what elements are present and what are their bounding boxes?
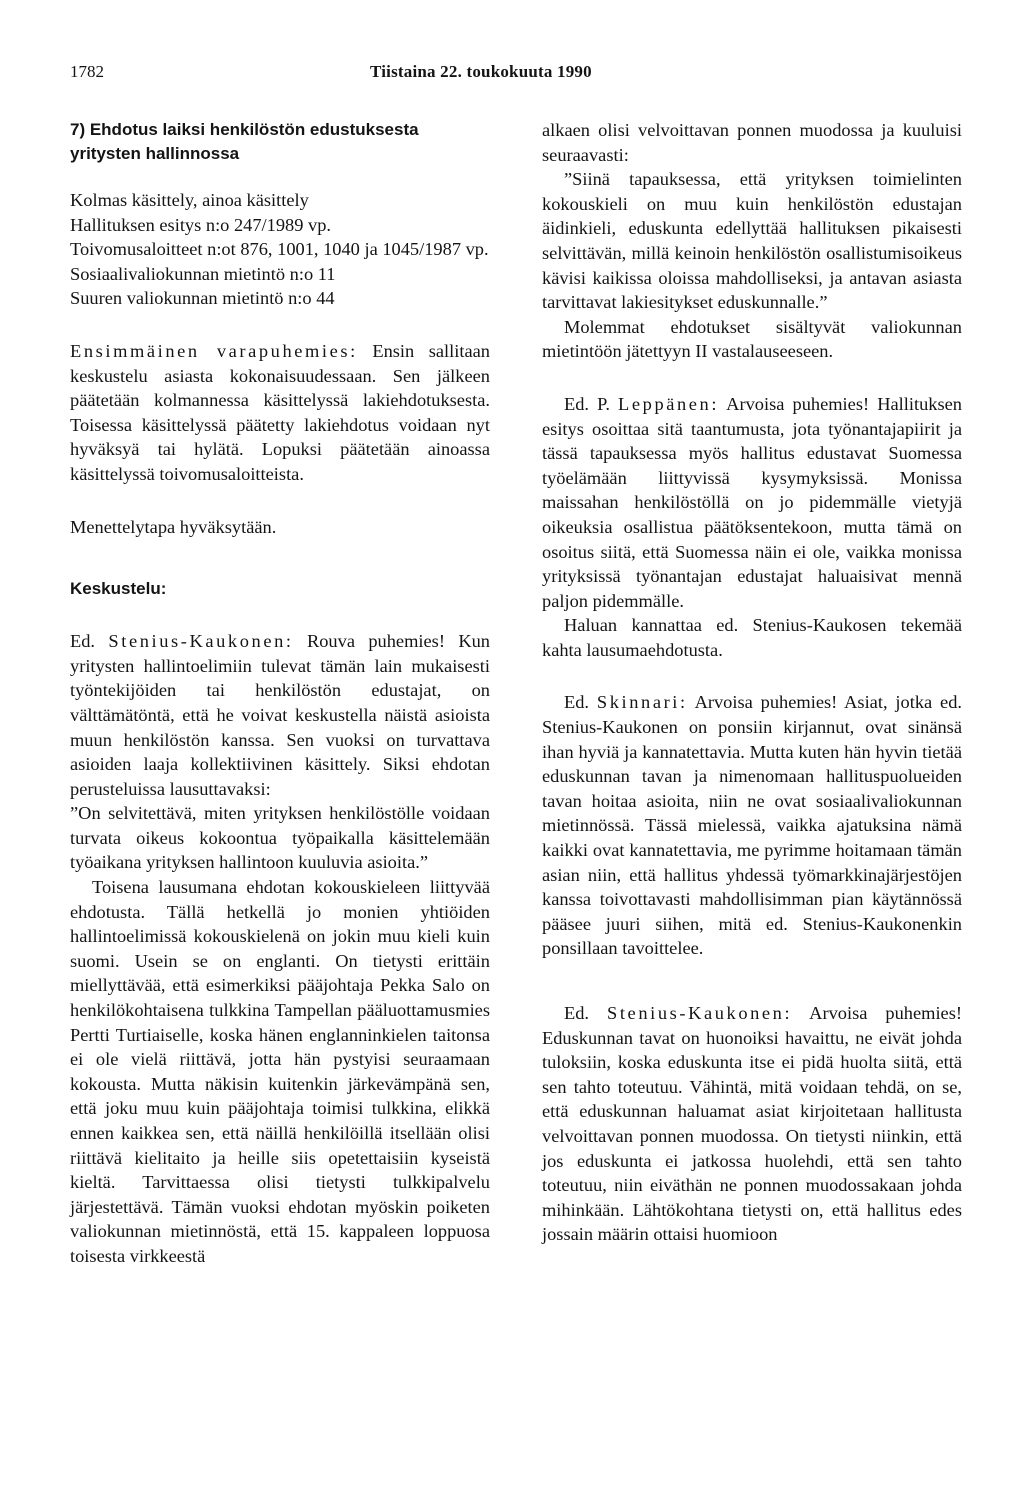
page-number: 1782 — [70, 62, 104, 81]
discussion-heading: Keskustelu: — [70, 579, 167, 599]
speaker-name: Skinnari: — [596, 692, 688, 713]
right-column — [542, 118, 962, 1247]
agenda-item-heading: 7) Ehdotus laiksi henkilöstön edustuksesta yritysten hallinnossa — [70, 120, 419, 163]
left-column — [70, 118, 490, 1269]
note-paragraph: Molemmat ehdotukset sisältyvät valiokunnan mietintöön jätettyyn II vastalauseeseen. — [542, 316, 962, 362]
meta-line: Sosiaalivaliokunnan mietintö n:o 11 — [70, 263, 336, 284]
meta-line: Toivomusaloitteet n:ot 876, 1001, 1040 ja 1045/1987 vp. — [70, 239, 489, 260]
speaker-prefix: Ed. — [564, 1003, 608, 1023]
meta-line: Suuren valiokunnan mietintö n:o 44 — [70, 288, 335, 309]
speaker-name: Stenius-Kaukonen: — [108, 631, 294, 652]
speech-text: Arvoisa puhemies! Hallituksen esitys osoittaa sitä taantumusta, jota työnantajapiirit ja tässä tapauksessa myös hallitus edustavat Suomessa työelämään liittyvissä kysymyksissä. Monissa maissahan henkilöstöllä on jo pidemmälle vietyjä oikeuksia osallistua päätöksentekoon, mutta tämä on osoitus siitä, että Suomessa näin ei ole, vaikka monissa yrityksissä työnantajan edustajat haluaisivat mennä paljon pidemmälle. — [542, 393, 962, 611]
speech-text: Ensin sallitaan keskustelu asiasta kokonaisuudessaan. Sen jälkeen päätetään kolmannessa käsittelyssä lakiehdotuksesta. Toisessa käsittelyssä päätetty lakiehdotus voidaan nyt hyväksyä tai hylätä. Lopuksi päätetään ainoassa käsittelyssä toivomusaloitteista. — [70, 340, 490, 484]
chair-statement — [70, 339, 490, 487]
speaker-name: Leppänen: — [618, 393, 720, 414]
proposal-quote: ”On selvitettävä, miten yrityksen henkilöstölle voidaan turvata oikeus kokoontua työpaikalla käsittelemään työaikana yrityksen hallintoon kuuluvia asioita.” — [70, 803, 490, 873]
speech-text: Arvoisa puhemies! Asiat, jotka ed. Stenius-Kaukonen on ponsiin kirjannut, ovat sinänsä ihan hyviä ja kannatettavia. Mutta kuten hän hyvin tietää eduskunnan tavan ja nimenomaan hallituspuolueiden tavan hoitaa asioita, niin ne ovat sosiaalivaliokunnan mietinnössä. Tässä mielessä, vaikka ajatuksina nämä kaikki ovat kannatettavia, me pyrimme hoitamaan tämän asian niin, että hallitus yhdessä työmarkkinajärjestöjen kanssa toivottavasti mahdollisimman pian käytännössä pääsee juuri siihen, mitä ed. Stenius-Kaukonenkin ponsillaan tavoittelee. — [542, 692, 962, 959]
speech-paragraph — [542, 690, 962, 961]
proposal-quote: ”Siinä tapauksessa, että yrityksen toimielinten kokouskieli on muu kuin henkilöstön edustajan äidinkieli, eduskunta edellyttää hallituksen pikaisesti selvittävän, millä keinoin henkilöstön osallistumisoikeus kävisi kaikissa oloissa mahdolliseksi, ja antavan asiasta tarvittavat lakiesitykset eduskunnalle.” — [542, 169, 962, 313]
speech-text: Rouva puhemies! Kun yritysten hallintoelimiin tulevat tämän lain mukaisesti työntekijöiden tai henkilöstön edustajat, on välttämätöntä, että he voivat keskustella näistä asioista muun henkilöstön kanssa. Sen vuoksi on turvattava asioiden laaja kollektiivinen käsittely. Siksi ehdotan perusteluissa lausuttavaksi: — [70, 631, 491, 799]
speech-paragraph — [542, 1001, 962, 1247]
running-head: Tiistaina 22. toukokuuta 1990 — [370, 62, 592, 81]
procedure-note: Menettelytapa hyväksytään. — [70, 516, 277, 537]
speech-paragraph: Haluan kannattaa ed. Stenius-Kaukosen tekemää kahta lausumaehdotusta. — [542, 615, 962, 660]
continued-paragraph: alkaen olisi velvoittavan ponnen muodossa ja kuuluisi seuraavasti: — [542, 120, 962, 165]
item-metadata — [70, 188, 490, 311]
speech-paragraph — [542, 392, 962, 613]
speaker-name: Ensimmäinen varapuhemies: — [70, 340, 358, 361]
meta-line: Kolmas käsittely, ainoa käsittely — [70, 190, 309, 210]
speaker-prefix: Ed. — [70, 631, 109, 652]
speech-text: Arvoisa puhemies! Eduskunnan tavat on huonoiksi havaittu, ne eivät johda tuloksiin, koska eduskunta itse ei pidä huolta siitä, että sen tahto toteutuu. Vähintä, mitä voidaan tehdä, on se, että eduskunnan haluamat asiat kirjoitetaan hallitusta velvoittavan ponnen muodossa. On tietysti niinkin, että jos eduskunta ei jatkossa huolehdi, että sen tahto toteutuu, niin eiväthän ne ponnen muodossakaan johda mihinkään. Lähtökohtana tietysti on, että hallitus edes jossain määrin ottaisi huomioon — [542, 1003, 962, 1245]
speaker-name: Stenius-Kaukonen: — [607, 1003, 793, 1023]
speech-paragraph: Toisena lausumana ehdotan kokouskieleen liittyvää ehdotusta. Tällä hetkellä jo monien yhtiöiden hallintoelimissä kokouskielenä on jokin muu kieli kuin suomi. Usein se on englanti. On tietysti erittäin miellyttävää, että esimerkiksi pääjohtaja Pekka Salo on henkilökohtaisena tulkkina Tampellan pääluottamusmies Pertti Turtiaiselle, koska hänen englanninkielen taitonsa ei ole vielä riittävä, jotta hän pystyisi seuraamaan kokousta. Mutta näkisin kuitenkin järkevämpänä sen, että joku muu kuin pääjohtaja toimisi tulkkina, elikkä ennen kaikkea sen, että näillä henkilöillä itsellään olisi riittävä kielitaito ja heille siis opetettaisiin kyseistä kieltä. Tarvittaessa olisi tietysti tulkkipalvelu järjestettävä. Tämän vuoksi ehdotan myöskin poiketen valiokunnan mietinnöstä, että 15. kappaleen loppuosa toisesta virkkeestä — [70, 877, 490, 1266]
speaker-prefix: Ed. — [564, 692, 597, 713]
meta-line: Hallituksen esitys n:o 247/1989 vp. — [70, 214, 332, 235]
page-header — [70, 62, 960, 92]
speech-paragraph — [70, 629, 490, 801]
speaker-prefix: Ed. P. — [564, 393, 619, 414]
